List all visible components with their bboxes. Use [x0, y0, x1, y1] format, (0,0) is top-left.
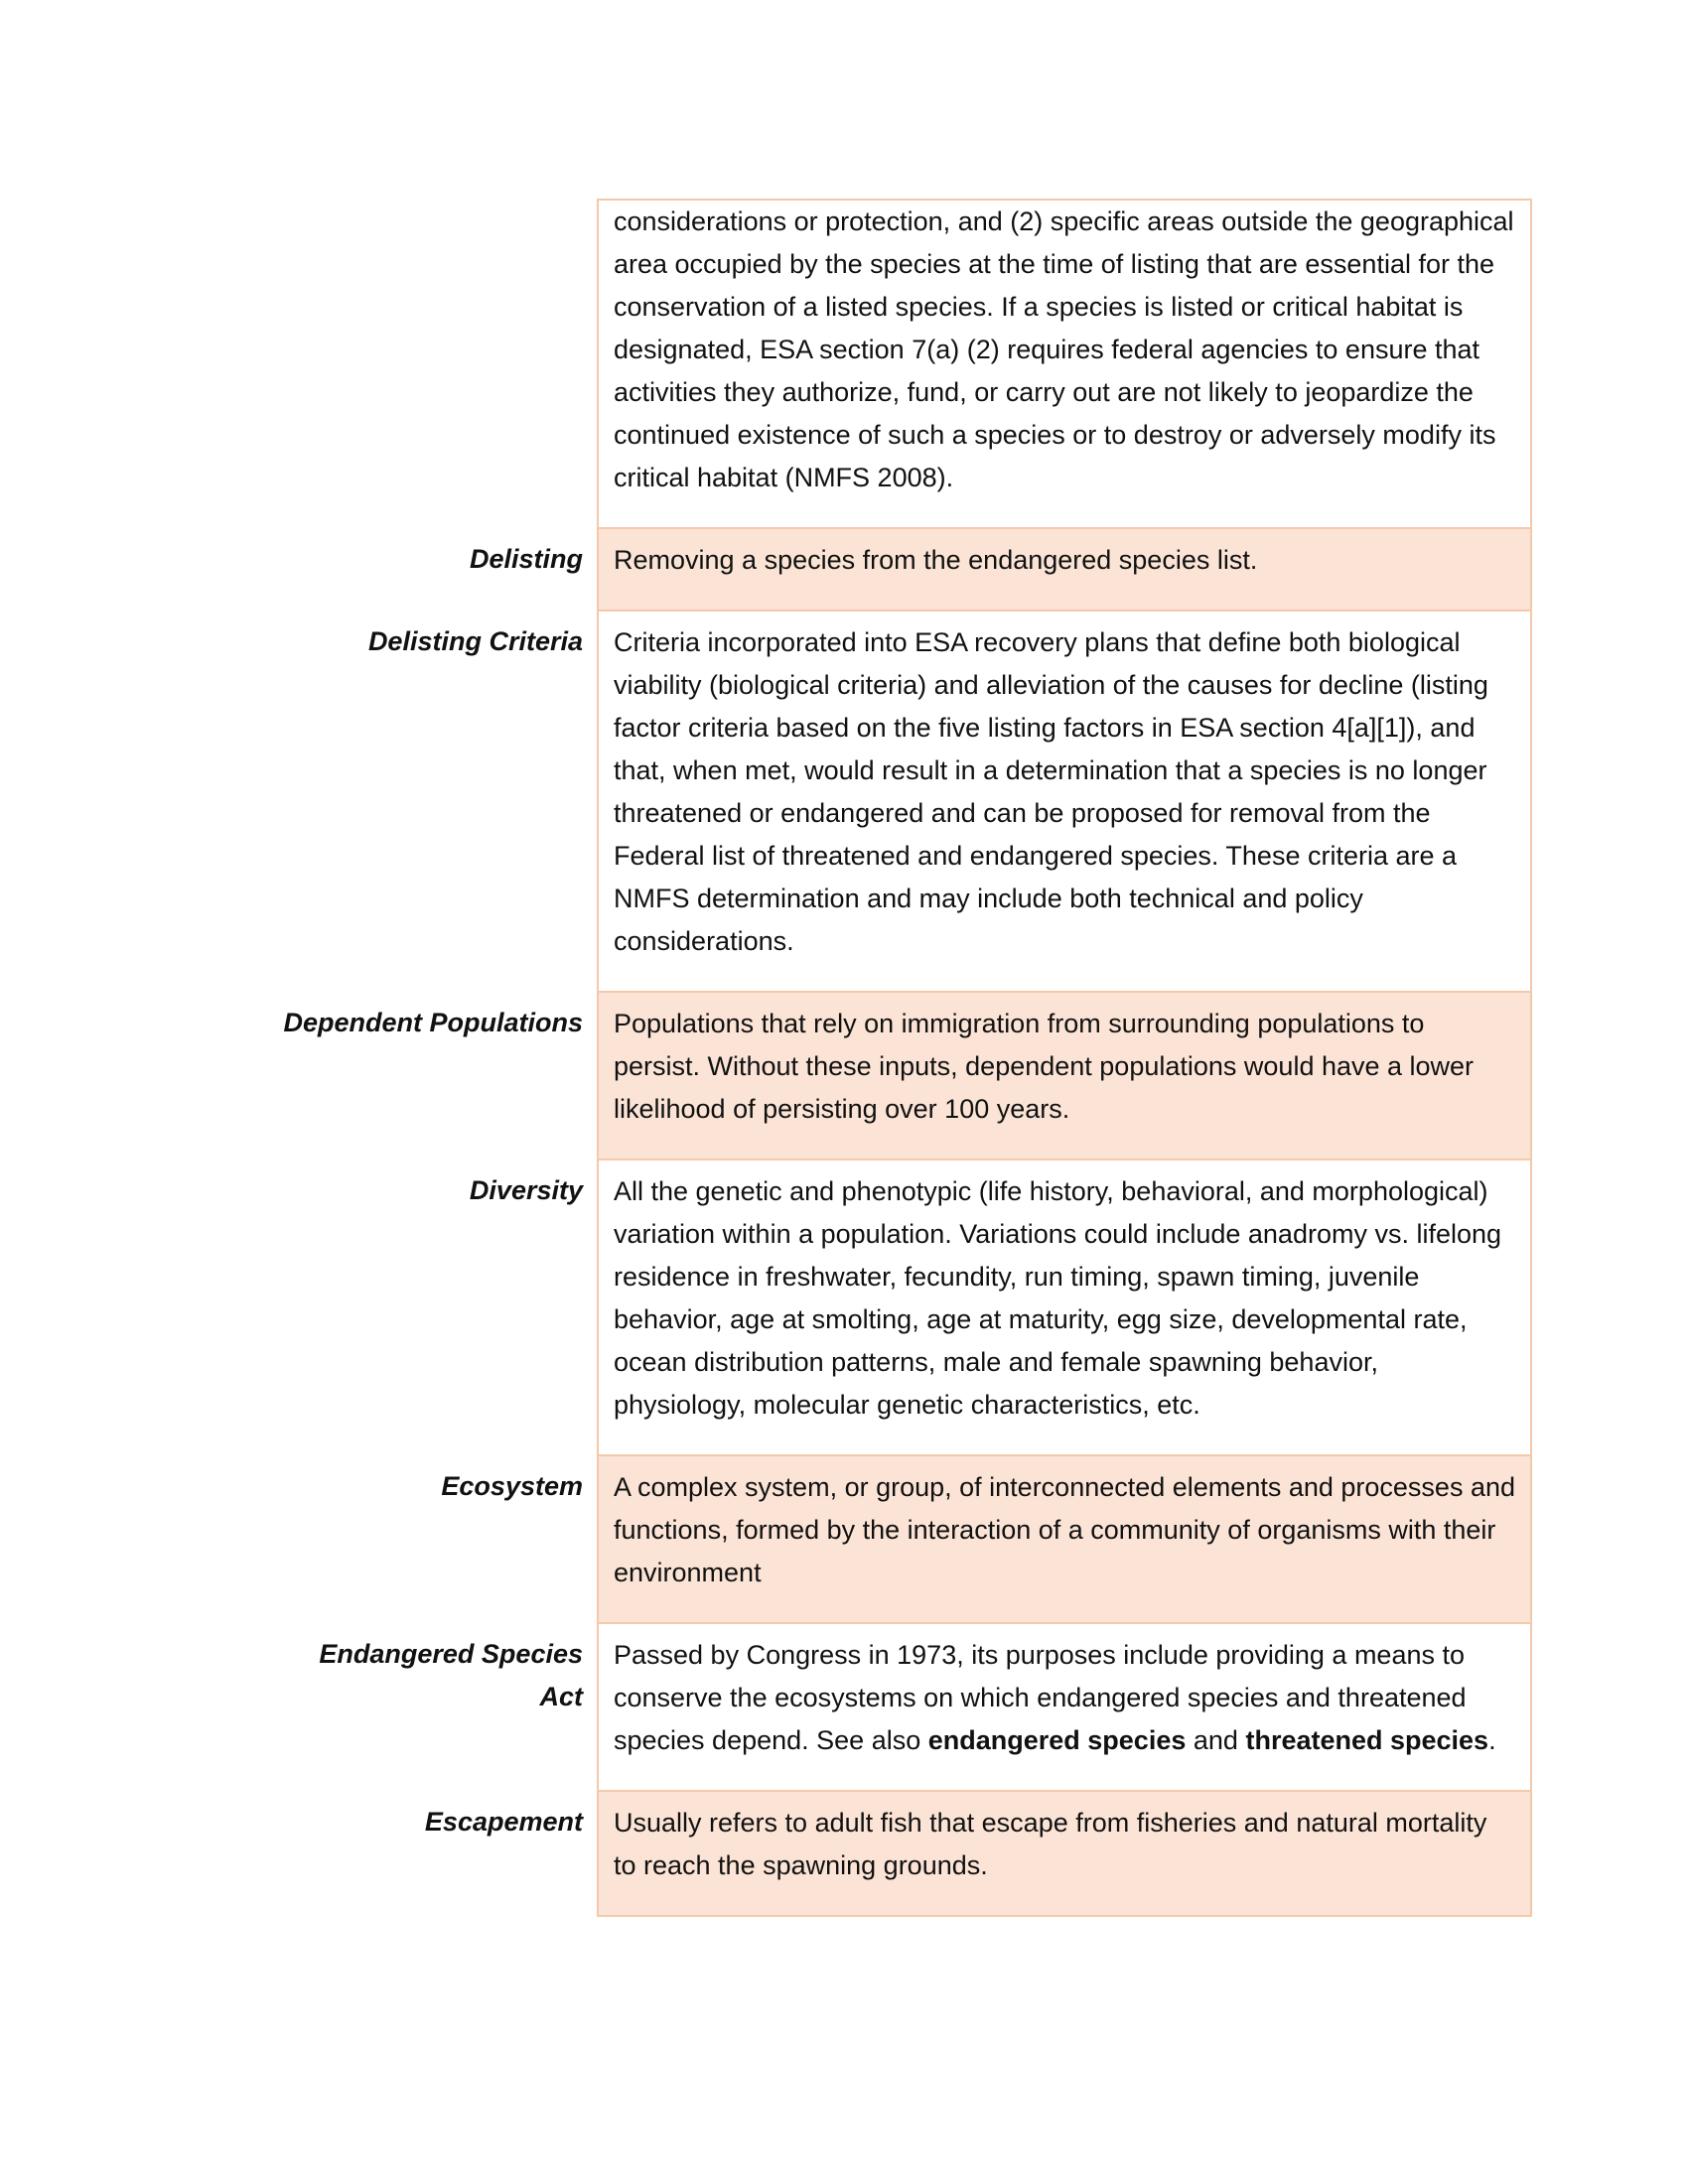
- glossary-term: [278, 200, 598, 528]
- see-also-term: endangered species: [927, 1725, 1187, 1755]
- glossary-row-delisting-criteria: [278, 611, 1531, 992]
- glossary-definition: Removing a species from the endangered species list.: [598, 528, 1531, 611]
- glossary-term: Delisting: [469, 544, 583, 574]
- glossary-row-continued: [278, 200, 1531, 528]
- glossary-row-endangered-species-act: [278, 1623, 1531, 1791]
- glossary-term: Delisting Criteria: [367, 626, 583, 656]
- glossary-definition: All the genetic and phenotypic (life history, behavioral, and morphological) variation within a population. Variations could include anadromy vs. lifelong residence in freshwater, fecundity, run timing, spawn timing, juvenile behavior, age at smolting, age at maturity, egg size, developmental rate, ocean distribution patterns, male and female spawning behavior, physiology, molecular genetic characteristics, etc.: [598, 1160, 1531, 1455]
- glossary-definition: Usually refers to adult fish that escape from fisheries and natural mortality to reach the spawning grounds.: [598, 1791, 1531, 1916]
- glossary-definition: A complex system, or group, of interconnected elements and processes and functions, formed by the interaction of a community of organisms with their environment: [598, 1455, 1531, 1623]
- glossary-term: Diversity: [469, 1175, 583, 1205]
- glossary-row-escapement: [278, 1791, 1531, 1916]
- glossary-term: Dependent Populations: [283, 1008, 583, 1037]
- definition-text: .: [1488, 1725, 1496, 1755]
- glossary-term: Escapement: [424, 1807, 583, 1837]
- definition-text: and: [1193, 1725, 1238, 1755]
- glossary-row-delisting: [278, 528, 1531, 611]
- glossary-table: [278, 199, 1532, 1917]
- see-also-term: threatened species: [1245, 1725, 1489, 1755]
- glossary-row-ecosystem: [278, 1455, 1531, 1623]
- glossary-term: Endangered Species Act: [319, 1639, 583, 1711]
- glossary-definition: Populations that rely on immigration from surrounding populations to persist. Without these inputs, dependent populations would have a lower likelihood of persisting over 100 years.: [598, 992, 1531, 1160]
- glossary-definition: considerations or protection, and (2) specific areas outside the geographical area occupied by the species at the time of listing that are essential for the conservation of a listed species. If a species is listed or critical habitat is designated, ESA section 7(a) (2) requires federal agencies to ensure that activities they authorize, fund, or carry out are not likely to jeopardize the continued existence of such a species or to destroy or adversely modify its critical habitat (NMFS 2008).: [598, 200, 1531, 528]
- glossary-row-diversity: [278, 1160, 1531, 1455]
- definition-text: Passed by Congress in 1973, its purposes include providing a means to conserve the ecosystems on which endangered species and threatened species depend. See also: [614, 1640, 1467, 1755]
- glossary-definition: [598, 1623, 1531, 1791]
- glossary-row-dependent-populations: [278, 992, 1531, 1160]
- glossary-term: Ecosystem: [441, 1471, 583, 1501]
- glossary-definition: Criteria incorporated into ESA recovery plans that define both biological viability (biological criteria) and alleviation of the causes for decline (listing factor criteria based on the five listing factors in ESA section 4[a][1]), and that, when met, would result in a determination that a species is no longer threatened or endangered and can be proposed for removal from the Federal list of threatened and endangered species. These criteria are a NMFS determination and may include both technical and policy considerations.: [598, 611, 1531, 992]
